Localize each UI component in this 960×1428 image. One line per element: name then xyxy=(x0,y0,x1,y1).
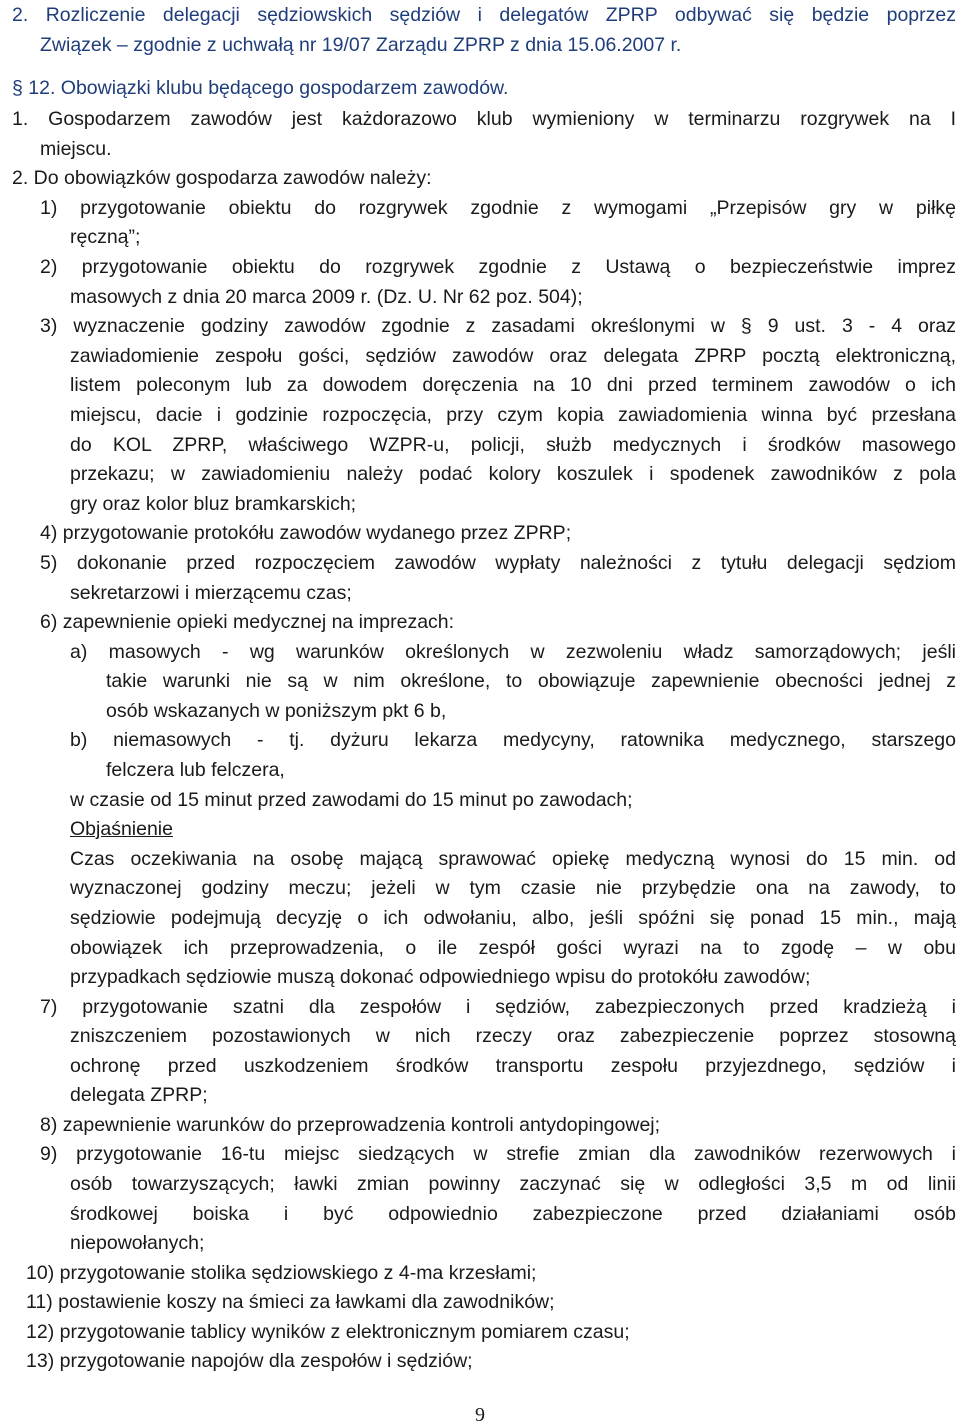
text-line: wyznaczonej godziny meczu; jeżeli w tym czasie nie przybędzie ona na zawody, to xyxy=(70,877,956,899)
text-line: § 12. Obowiązki klubu będącego gospodarzem zawodów. xyxy=(12,77,509,99)
text-line: Związek – zgodnie z uchwałą nr 19/07 Zarządu ZPRP z dnia 15.06.2007 r. xyxy=(40,34,682,56)
text-line: 13) przygotowanie napojów dla zespołów i sędziów; xyxy=(26,1350,473,1372)
text-line: niepowołanych; xyxy=(70,1232,205,1254)
text-line: a) masowych - wg warunków określonych w zezwoleniu władz samorządowych; jeśli xyxy=(70,641,956,663)
text-line: masowych z dnia 20 marca 2009 r. (Dz. U. Nr 62 poz. 504); xyxy=(70,286,583,308)
text-line: przypadkach sędziowie muszą dokonać odpowiedniego wpisu do protokółu zawodów; xyxy=(70,966,811,988)
text-line: zniszczeniem pozostawionych w nich rzeczy oraz zabezpieczenie poprzez stosowną xyxy=(70,1025,956,1047)
text-line: zawiadomienie zespołu gości, sędziów zawodów oraz delegata ZPRP pocztą elektroniczną, xyxy=(70,345,956,367)
text-line: 12) przygotowanie tablicy wyników z elektronicznym pomiarem czasu; xyxy=(26,1321,630,1343)
page-number: 9 xyxy=(475,1404,485,1426)
text-line: felczera lub felczera, xyxy=(106,759,285,781)
text-line: środkowej boiska i być odpowiednio zabezpieczone przed działaniami osób xyxy=(70,1203,956,1225)
text-line: 8) zapewnienie warunków do przeprowadzenia kontroli antydopingowej; xyxy=(40,1114,661,1136)
text-line: 3) wyznaczenie godziny zawodów zgodnie z zasadami określonymi w § 9 ust. 3 - 4 oraz xyxy=(40,315,956,337)
text-line: 11) postawienie koszy na śmieci za ławkami dla zawodników; xyxy=(26,1291,555,1313)
text-line: b) niemasowych - tj. dyżuru lekarza medycyny, ratownika medycznego, starszego xyxy=(70,729,956,751)
text-line: 5) dokonanie przed rozpoczęciem zawodów wypłaty należności z tytułu delegacji sędziom xyxy=(40,552,956,574)
text-line: przekazu; w zawiadomieniu należy podać kolory koszulek i spodenek zawodników z pola xyxy=(70,463,956,485)
text-line: sędziowie podejmują decyzję o ich odwołaniu, albo, jeśli spóźni się ponad 15 min., mają xyxy=(70,907,956,929)
text-line: Czas oczekiwania na osobę mającą sprawować opiekę medyczną wynosi do 15 min. od xyxy=(70,848,956,870)
text-line: 9) przygotowanie 16-tu miejsc siedzących w strefie zmian dla zawodników rezerwowych i xyxy=(40,1143,956,1165)
text-line: delegata ZPRP; xyxy=(70,1084,208,1106)
text-line: 7) przygotowanie szatni dla zespołów i sędziów, zabezpieczonych przed kradzieżą i xyxy=(40,996,956,1018)
text-line: 10) przygotowanie stolika sędziowskiego z 4-ma krzesłami; xyxy=(26,1262,537,1284)
text-line: 2. Rozliczenie delegacji sędziowskich sędziów i delegatów ZPRP odbywać się będzie poprzez xyxy=(12,4,956,26)
text-line: 1) przygotowanie obiektu do rozgrywek zgodnie z wymogami „Przepisów gry w piłkę xyxy=(40,197,956,219)
text-line: ręczną”; xyxy=(70,226,141,248)
text-line: do KOL ZPRP, właściwego WZPR-u, policji, służb medycznych i środków masowego xyxy=(70,434,956,456)
text-line: osób towarzyszących; ławki zmian powinny zaczynać się w odległości 3,5 m od linii xyxy=(70,1173,956,1195)
text-line: miejscu, dacie i godzinie rozpoczęcia, przy czym kopia zawiadomienia winna być przesłana xyxy=(70,404,956,426)
text-line: 4) przygotowanie protokółu zawodów wydanego przez ZPRP; xyxy=(40,522,572,544)
text-line: ochronę przed uszkodzeniem środków transportu zespołu przyjezdnego, sędziów i xyxy=(70,1055,956,1077)
text-line: 2. Do obowiązków gospodarza zawodów należy: xyxy=(12,167,432,189)
text-line: sekretarzowi i mierzącemu czas; xyxy=(70,582,352,604)
text-line: 1. Gospodarzem zawodów jest każdorazowo klub wymieniony w terminarzu rozgrywek na I xyxy=(12,108,956,130)
text-line: obowiązek ich przeprowadzenia, o ile zespół gości wyrazi na to zgodę – w obu xyxy=(70,937,956,959)
text-line: osób wskazanych w poniższym pkt 6 b, xyxy=(106,700,447,722)
text-line: w czasie od 15 minut przed zawodami do 15 minut po zawodach; xyxy=(70,789,633,811)
text-line: 6) zapewnienie opieki medycznej na imprezach: xyxy=(40,611,455,633)
text-line: gry oraz kolor bluz bramkarskich; xyxy=(70,493,357,515)
text-line: 2) przygotowanie obiektu do rozgrywek zgodnie z Ustawą o bezpieczeństwie imprez xyxy=(40,256,956,278)
text-line: takie warunki nie są w nim określone, to obowiązuje zapewnienie obecności jednej z xyxy=(106,670,956,692)
text-line: Objaśnienie xyxy=(70,818,173,840)
text-line: listem poleconym lub za dowodem doręczenia na 10 dni przed terminem zawodów o ich xyxy=(70,374,956,396)
text-line: miejscu. xyxy=(40,138,112,160)
